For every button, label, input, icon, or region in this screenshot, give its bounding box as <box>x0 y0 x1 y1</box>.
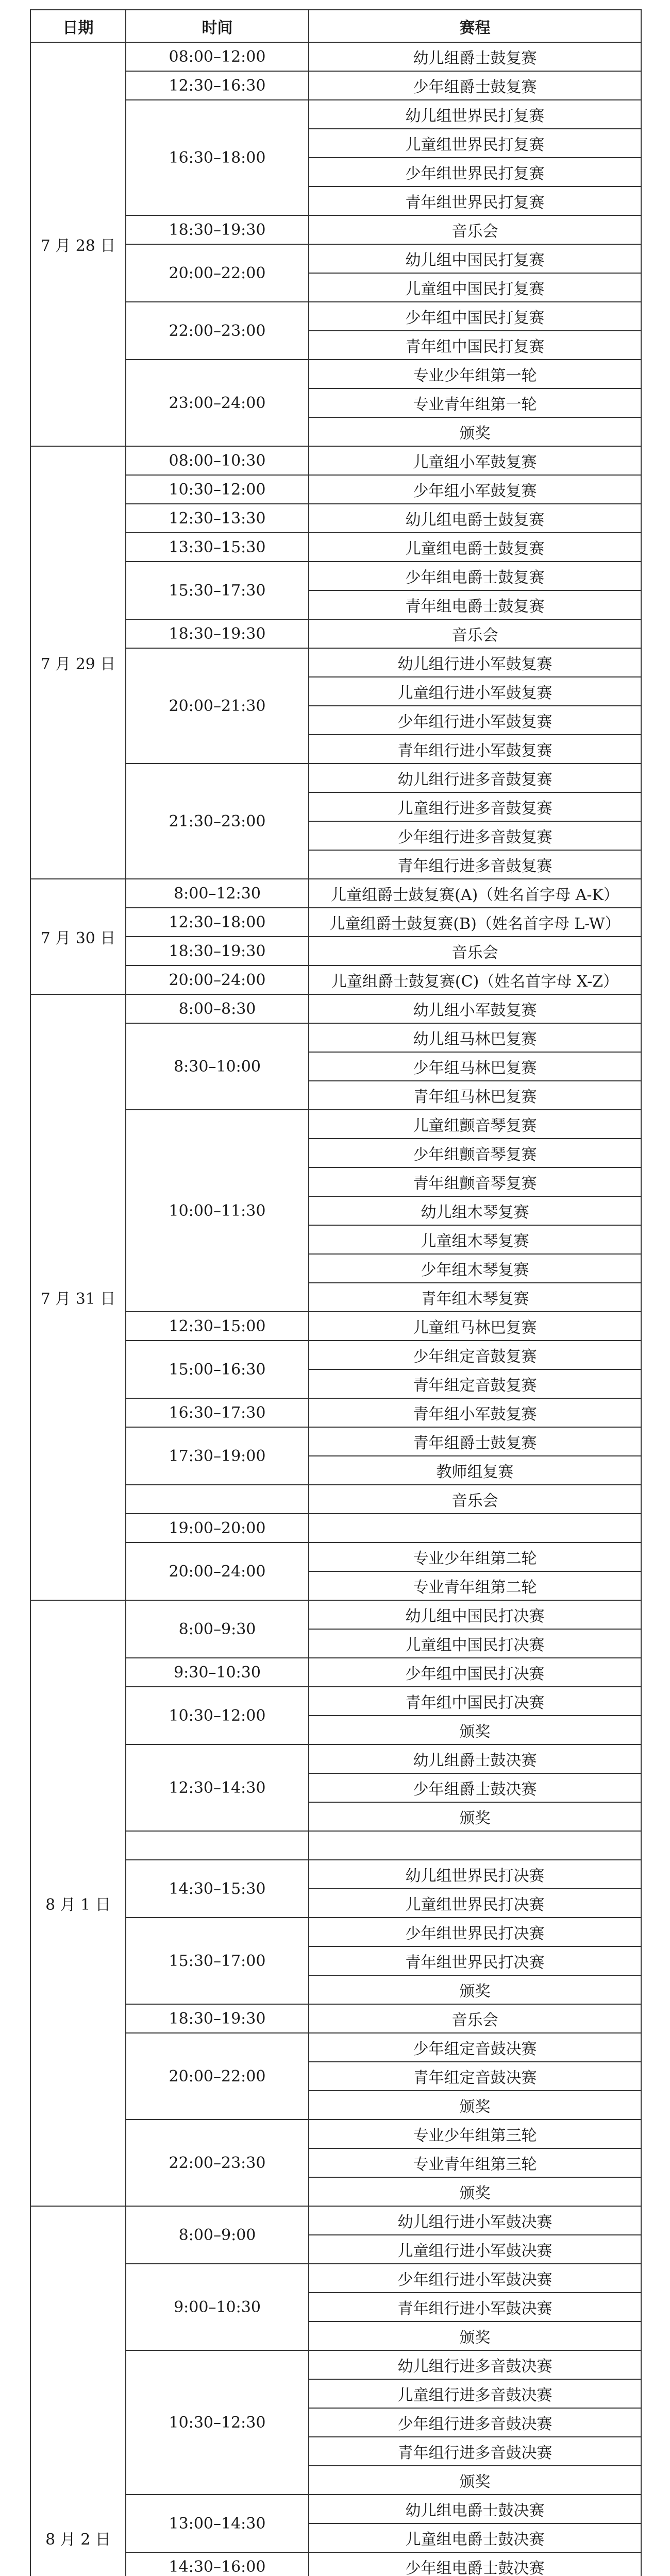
event-cell: 青年组颤音琴复赛 <box>309 1167 641 1196</box>
date-cell: 8 月 2 日 <box>30 2206 126 2576</box>
time-cell: 14:30–16:00 <box>126 2552 309 2576</box>
date-cell: 7 月 30 日 <box>30 879 126 994</box>
table-row <box>30 994 641 1023</box>
event-cell: 少年组行进多音鼓决赛 <box>309 2408 641 2437</box>
event-cell: 儿童组木琴复赛 <box>309 1225 641 1254</box>
event-cell: 少年组木琴复赛 <box>309 1254 641 1283</box>
event-cell: 儿童组电爵士鼓复赛 <box>309 533 641 562</box>
table-row <box>30 2206 641 2235</box>
event-cell: 青年组木琴复赛 <box>309 1283 641 1312</box>
time-cell: 17:30–19:00 <box>126 1427 309 1485</box>
time-cell: 8:00–12:30 <box>126 879 309 908</box>
time-cell: 8:00–9:30 <box>126 1600 309 1658</box>
event-cell: 儿童组行进小军鼓决赛 <box>309 2235 641 2264</box>
event-cell: 音乐会 <box>309 619 641 648</box>
event-cell: 幼儿组电爵士鼓复赛 <box>309 504 641 533</box>
date-cell: 7 月 31 日 <box>30 994 126 1600</box>
time-cell: 23:00–24:00 <box>126 360 309 446</box>
schedule-table <box>30 9 642 2576</box>
time-cell: 12:30–14:30 <box>126 1744 309 1831</box>
event-cell: 儿童组爵士鼓复赛(A)（姓名首字母 A-K） <box>309 879 641 908</box>
time-cell: 20:00–22:00 <box>126 2033 309 2120</box>
time-cell: 18:30–19:30 <box>126 215 309 244</box>
event-cell: 幼儿组中国民打决赛 <box>309 1600 641 1629</box>
event-cell: 儿童组电爵士鼓决赛 <box>309 2523 641 2552</box>
event-cell: 青年组行进小军鼓复赛 <box>309 735 641 764</box>
table-header <box>30 10 641 42</box>
event-cell: 教师组复赛 <box>309 1456 641 1485</box>
table-row <box>30 42 641 71</box>
header-date: 日期 <box>30 10 126 42</box>
event-cell: 青年组定音鼓复赛 <box>309 1369 641 1398</box>
event-cell: 儿童组爵士鼓复赛(C)（姓名首字母 X-Z） <box>309 965 641 994</box>
time-cell: 10:30–12:00 <box>126 475 309 504</box>
event-cell: 儿童组行进小军鼓复赛 <box>309 677 641 706</box>
time-cell: 14:30–15:30 <box>126 1860 309 1918</box>
event-cell: 青年组世界民打决赛 <box>309 1946 641 1975</box>
event-cell: 幼儿组中国民打复赛 <box>309 244 641 273</box>
event-cell: 专业青年组第三轮 <box>309 2148 641 2177</box>
event-cell: 青年组马林巴复赛 <box>309 1081 641 1110</box>
time-cell: 18:30–19:30 <box>126 2004 309 2033</box>
event-cell: 少年组电爵士鼓决赛 <box>309 2552 641 2576</box>
event-cell: 儿童组中国民打决赛 <box>309 1629 641 1658</box>
table-row <box>30 879 641 908</box>
event-cell: 颁奖 <box>309 2466 641 2495</box>
time-cell: 12:30–18:00 <box>126 908 309 937</box>
event-cell: 专业少年组第一轮 <box>309 360 641 388</box>
event-cell: 音乐会 <box>309 2004 641 2033</box>
time-cell: 15:30–17:30 <box>126 562 309 619</box>
event-cell: 少年组定音鼓决赛 <box>309 2033 641 2062</box>
event-cell: 少年组行进小军鼓决赛 <box>309 2264 641 2293</box>
event-cell: 儿童组小军鼓复赛 <box>309 446 641 475</box>
event-cell: 青年组行进多音鼓决赛 <box>309 2437 641 2466</box>
event-cell: 少年组小军鼓复赛 <box>309 475 641 504</box>
event-cell: 幼儿组行进小军鼓复赛 <box>309 648 641 677</box>
time-cell: 19:00–20:00 <box>126 1514 309 1543</box>
time-cell: 08:00–12:00 <box>126 42 309 71</box>
time-cell: 20:00–21:30 <box>126 648 309 764</box>
time-cell: 16:30–18:00 <box>126 100 309 215</box>
event-cell: 幼儿组行进多音鼓决赛 <box>309 2350 641 2379</box>
time-cell: 12:30–15:00 <box>126 1312 309 1341</box>
time-cell: 13:30–15:30 <box>126 533 309 562</box>
table-row <box>30 446 641 475</box>
event-cell: 少年组中国民打复赛 <box>309 302 641 331</box>
event-cell: 儿童组中国民打复赛 <box>309 273 641 302</box>
time-cell: 16:30–17:30 <box>126 1398 309 1427</box>
date-cell: 7 月 28 日 <box>30 42 126 446</box>
date-cell: 8 月 1 日 <box>30 1600 126 2206</box>
event-cell: 少年组电爵士鼓复赛 <box>309 562 641 590</box>
event-cell: 青年组中国民打复赛 <box>309 331 641 360</box>
event-cell <box>309 1514 641 1543</box>
event-cell: 儿童组世界民打决赛 <box>309 1889 641 1918</box>
event-cell: 幼儿组爵士鼓决赛 <box>309 1744 641 1773</box>
event-cell: 儿童组行进多音鼓复赛 <box>309 792 641 821</box>
event-cell: 青年组电爵士鼓复赛 <box>309 590 641 619</box>
event-cell: 少年组爵士鼓复赛 <box>309 71 641 100</box>
time-cell: 13:00–14:30 <box>126 2495 309 2552</box>
event-cell: 专业青年组第一轮 <box>309 388 641 417</box>
time-cell <box>126 1485 309 1514</box>
event-cell: 儿童组马林巴复赛 <box>309 1312 641 1341</box>
event-cell: 颁奖 <box>309 1716 641 1744</box>
event-cell: 少年组行进小军鼓复赛 <box>309 706 641 735</box>
event-cell: 少年组定音鼓复赛 <box>309 1341 641 1369</box>
event-cell: 颁奖 <box>309 1802 641 1831</box>
event-cell: 青年组行进多音鼓复赛 <box>309 850 641 879</box>
time-cell: 22:00–23:00 <box>126 302 309 360</box>
time-cell: 8:30–10:00 <box>126 1023 309 1110</box>
event-cell: 青年组爵士鼓复赛 <box>309 1427 641 1456</box>
header-event: 赛程 <box>309 10 641 42</box>
event-cell: 儿童组行进多音鼓决赛 <box>309 2379 641 2408</box>
event-cell: 音乐会 <box>309 1485 641 1514</box>
time-cell: 12:30–16:30 <box>126 71 309 100</box>
time-cell: 10:00–11:30 <box>126 1110 309 1312</box>
time-cell: 10:30–12:30 <box>126 2350 309 2495</box>
event-cell: 音乐会 <box>309 215 641 244</box>
event-cell: 儿童组爵士鼓复赛(B)（姓名首字母 L-W） <box>309 908 641 937</box>
event-cell: 儿童组颤音琴复赛 <box>309 1110 641 1139</box>
event-cell: 幼儿组行进小军鼓决赛 <box>309 2206 641 2235</box>
header-row <box>30 10 641 42</box>
time-cell: 20:00–24:00 <box>126 1543 309 1600</box>
event-cell: 少年组世界民打决赛 <box>309 1918 641 1946</box>
time-cell: 21:30–23:00 <box>126 764 309 879</box>
event-cell: 颁奖 <box>309 417 641 446</box>
event-cell: 少年组中国民打决赛 <box>309 1658 641 1687</box>
table-body <box>30 42 641 2576</box>
event-cell: 颁奖 <box>309 2177 641 2206</box>
event-cell: 幼儿组电爵士鼓决赛 <box>309 2495 641 2523</box>
event-cell: 颁奖 <box>309 1975 641 2004</box>
event-cell: 幼儿组马林巴复赛 <box>309 1023 641 1052</box>
time-cell <box>126 1831 309 1860</box>
event-cell: 颁奖 <box>309 2321 641 2350</box>
event-cell: 儿童组世界民打复赛 <box>309 129 641 158</box>
event-cell <box>309 1831 641 1860</box>
event-cell: 专业少年组第二轮 <box>309 1543 641 1571</box>
event-cell: 少年组爵士鼓决赛 <box>309 1773 641 1802</box>
time-cell: 8:00–8:30 <box>126 994 309 1023</box>
event-cell: 少年组马林巴复赛 <box>309 1052 641 1081</box>
event-cell: 青年组世界民打复赛 <box>309 187 641 215</box>
event-cell: 青年组中国民打决赛 <box>309 1687 641 1716</box>
event-cell: 少年组颤音琴复赛 <box>309 1139 641 1167</box>
event-cell: 幼儿组世界民打复赛 <box>309 100 641 129</box>
event-cell: 颁奖 <box>309 2091 641 2120</box>
time-cell: 08:00–10:30 <box>126 446 309 475</box>
event-cell: 幼儿组爵士鼓复赛 <box>309 42 641 71</box>
time-cell: 8:00–9:00 <box>126 2206 309 2264</box>
event-cell: 青年组定音鼓决赛 <box>309 2062 641 2091</box>
time-cell: 15:30–17:00 <box>126 1918 309 2004</box>
event-cell: 幼儿组木琴复赛 <box>309 1196 641 1225</box>
event-cell: 少年组行进多音鼓复赛 <box>309 821 641 850</box>
time-cell: 10:30–12:00 <box>126 1687 309 1744</box>
time-cell: 18:30–19:30 <box>126 937 309 965</box>
event-cell: 幼儿组小军鼓复赛 <box>309 994 641 1023</box>
time-cell: 12:30–13:30 <box>126 504 309 533</box>
time-cell: 18:30–19:30 <box>126 619 309 648</box>
time-cell: 15:00–16:30 <box>126 1341 309 1398</box>
event-cell: 青年组小军鼓复赛 <box>309 1398 641 1427</box>
time-cell: 20:00–22:00 <box>126 244 309 302</box>
table-row <box>30 1600 641 1629</box>
time-cell: 20:00–24:00 <box>126 965 309 994</box>
time-cell: 9:30–10:30 <box>126 1658 309 1687</box>
event-cell: 少年组世界民打复赛 <box>309 158 641 187</box>
event-cell: 青年组行进小军鼓决赛 <box>309 2293 641 2321</box>
header-time: 时间 <box>126 10 309 42</box>
event-cell: 音乐会 <box>309 937 641 965</box>
time-cell: 9:00–10:30 <box>126 2264 309 2350</box>
event-cell: 专业青年组第二轮 <box>309 1571 641 1600</box>
event-cell: 幼儿组行进多音鼓复赛 <box>309 764 641 792</box>
event-cell: 专业少年组第三轮 <box>309 2120 641 2148</box>
event-cell: 幼儿组世界民打决赛 <box>309 1860 641 1889</box>
date-cell: 7 月 29 日 <box>30 446 126 879</box>
time-cell: 22:00–23:30 <box>126 2120 309 2206</box>
